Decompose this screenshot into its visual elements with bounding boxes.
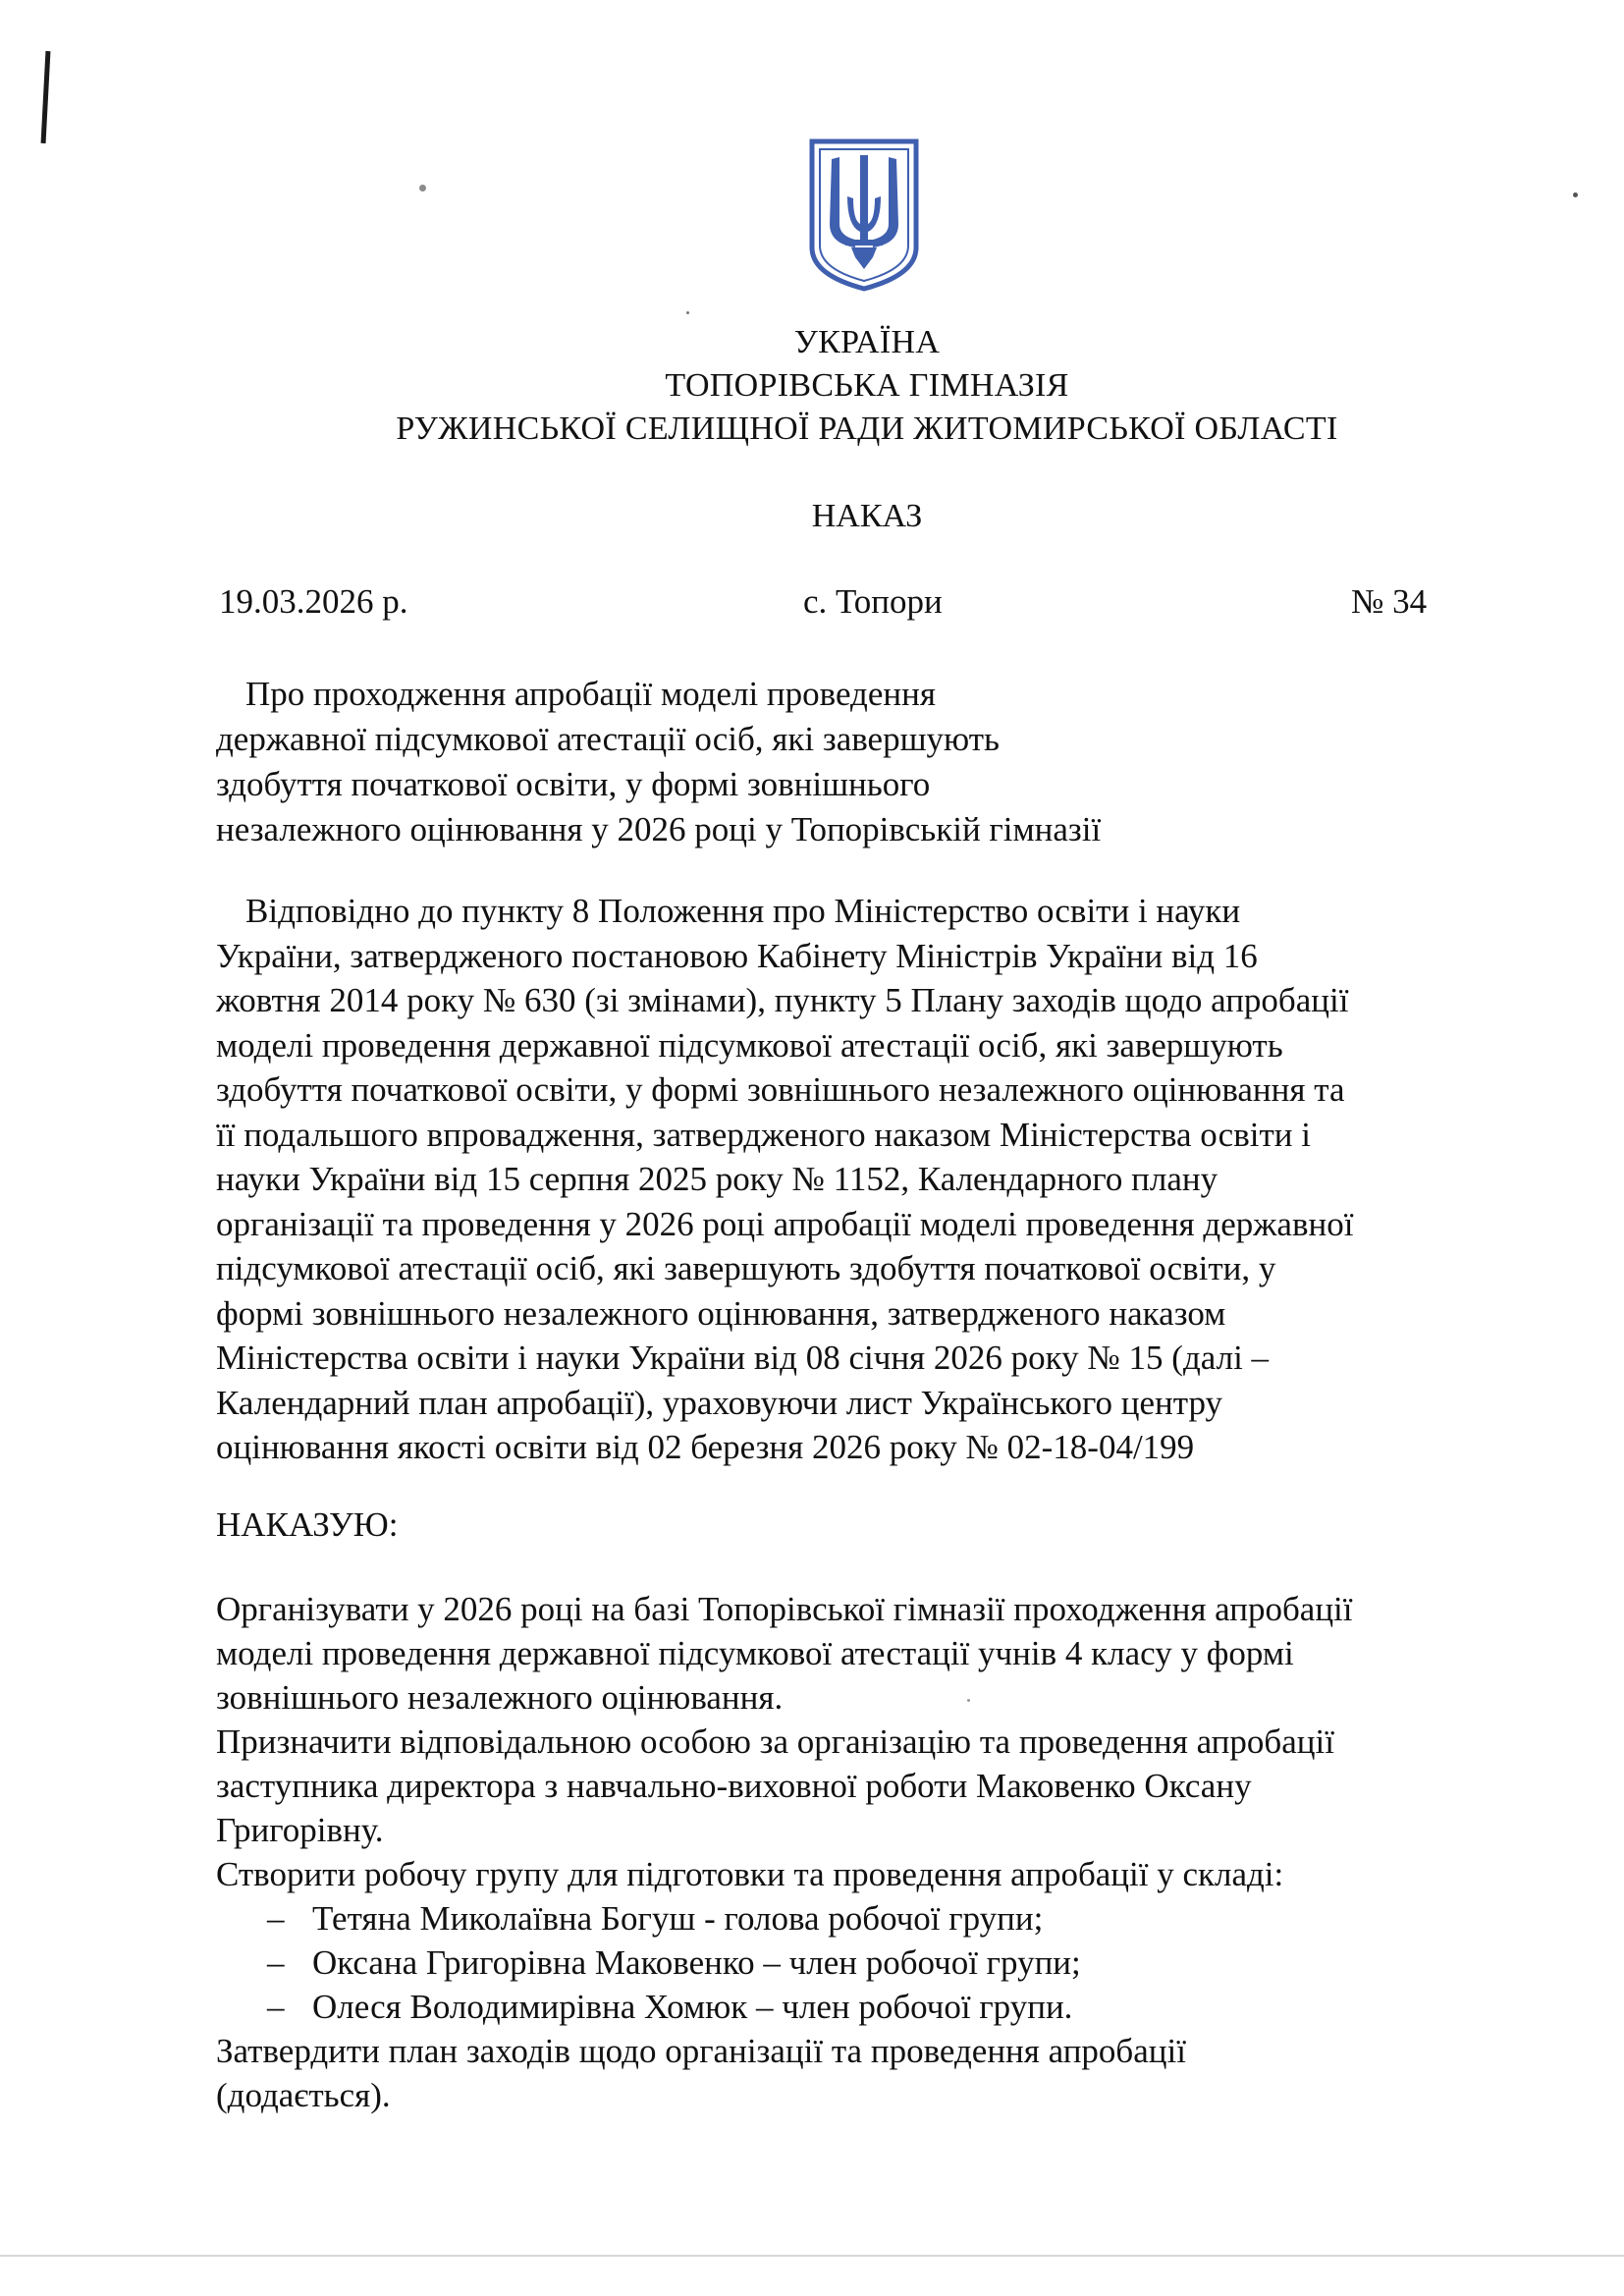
preamble-paragraph: [216, 889, 1492, 1470]
scan-bottom-edge: [0, 2255, 1624, 2257]
item-organize-line: зовнішнього незалежного оцінювання.: [216, 1678, 784, 1717]
subject-line: державної підсумкової атестації осіб, які завершують: [216, 720, 1000, 758]
item-group-intro: Створити робочу групу для підготовки та проведення апробації у складі:: [216, 1855, 1284, 1893]
item-organize-line: моделі проведення державної підсумкової атестації учнів 4 класу у формі: [216, 1634, 1294, 1672]
order-items: [216, 1587, 1522, 2117]
subject-line: незалежного оцінювання у 2026 році у Топорівській гімназії: [216, 810, 1102, 848]
list-dash: –: [267, 1988, 285, 2026]
subject-line: здобуття початкової освіти, у формі зовнішнього: [216, 765, 931, 803]
preamble-line: підсумкової атестації осіб, які завершують здобуття початкової освіти, у: [216, 1249, 1276, 1287]
group-member-text: Оксана Григорівна Маковенко – член робочої групи;: [312, 1943, 1081, 1982]
preamble-line: Міністерства освіти і науки України від 08 січня 2026 року № 15 (далі –: [216, 1339, 1270, 1377]
group-member-text: Олеся Володимирівна Хомюк – член робочої групи.: [312, 1988, 1073, 2026]
item-appoint-line: заступника директора з навчально-виховної роботи Маковенко Оксану: [216, 1767, 1252, 1805]
preamble-line: оцінювання якості освіти від 02 березня 2026 року № 02-18-04/199: [216, 1428, 1195, 1466]
orders-word: НАКАЗУЮ:: [216, 1505, 399, 1544]
preamble-line: формі зовнішнього незалежного оцінювання, затвердженого наказом: [216, 1293, 1226, 1333]
header-school: ТОПОРІВСЬКА ГІМНАЗІЯ: [665, 367, 1069, 404]
preamble-line: моделі проведення державної підсумкової атестації осіб, які завершують: [216, 1025, 1283, 1065]
subject-line: Про проходження апробації моделі проведення: [245, 675, 936, 713]
group-member: [216, 1896, 1522, 1941]
preamble-line: України, затвердженого постановою Кабінету Міністрів України від 16: [216, 936, 1258, 975]
header-country: УКРАЇНА: [793, 324, 941, 360]
preamble-line: організації та проведення у 2026 році апробації моделі проведення державної: [216, 1204, 1354, 1243]
scan-pen-mark: [41, 51, 51, 143]
header-council: РУЖИНСЬКОЇ СЕЛИЩНОЇ РАДИ ЖИТОМИРСЬКОЇ ОБЛАСТІ: [396, 410, 1338, 447]
order-number: № 34: [1351, 582, 1428, 621]
list-dash: –: [267, 1899, 285, 1938]
order-place: с. Топори: [803, 582, 943, 621]
trident-coat-of-arms-icon: [808, 137, 920, 293]
preamble-line: науки України від 15 серпня 2025 року № 1152, Календарного плану: [216, 1160, 1218, 1198]
item-approve-line: Затвердити план заходів щодо організації та проведення апробації: [216, 2032, 1186, 2070]
order-subject: [216, 672, 1198, 852]
item-appoint-line: Григорівну.: [216, 1811, 384, 1849]
preamble-line: Календарний план апробації), ураховуючи лист Українського центру: [216, 1383, 1223, 1422]
item-appoint-line: Призначити відповідальною особою за організацію та проведення апробації: [216, 1722, 1334, 1761]
preamble-line: жовтня 2014 року № 630 (зі змінами), пункту 5 Плану заходів щодо апробації: [216, 981, 1349, 1019]
group-member: [216, 1941, 1522, 1985]
order-title: НАКАЗ: [811, 498, 923, 534]
item-organize-line: Організувати у 2026 році на базі Топорівської гімназії проходження апробації: [216, 1590, 1353, 1628]
scan-speck: [419, 185, 426, 191]
order-date: 19.03.2026 р.: [219, 582, 408, 621]
list-dash: –: [267, 1943, 285, 1982]
preamble-line: Відповідно до пункту 8 Положення про Міністерство освіти і науки: [245, 892, 1241, 930]
group-member: [216, 1985, 1522, 2029]
group-member-text: Тетяна Миколаївна Богуш - голова робочої групи;: [312, 1899, 1044, 1938]
scan-speck: [1573, 192, 1578, 197]
item-approve-line: (додається).: [216, 2076, 391, 2114]
preamble-line: її подальшого впровадження, затвердженого наказом Міністерства освіти і: [216, 1115, 1311, 1154]
preamble-line: здобуття початкової освіти, у формі зовнішнього незалежного оцінювання та: [216, 1070, 1345, 1109]
scan-speck: [686, 311, 689, 314]
